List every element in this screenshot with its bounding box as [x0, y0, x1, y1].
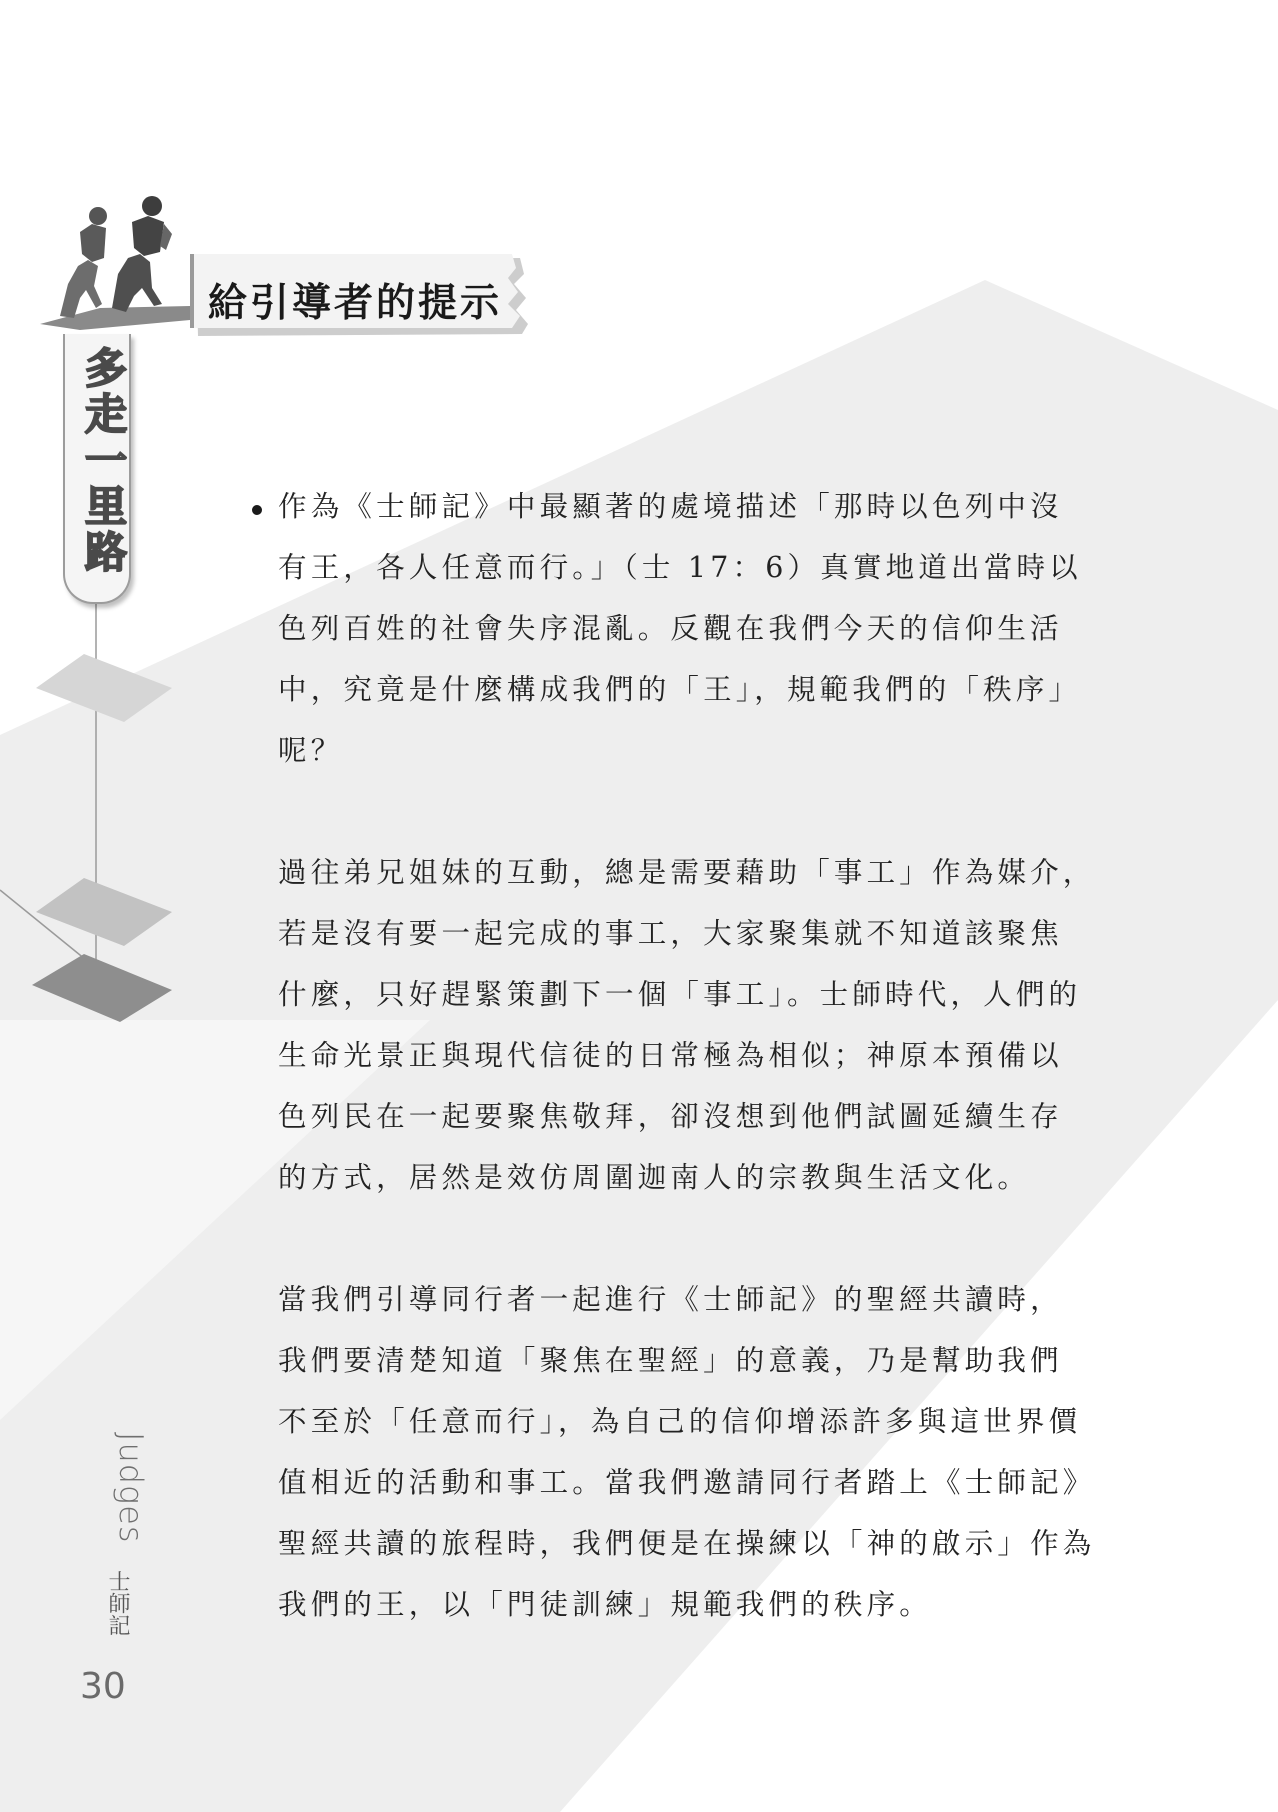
page-number: 30 — [80, 1666, 126, 1707]
text-line: 過往弟兄姐妹的互動，總是需要藉助「事工」作為媒介， — [278, 856, 1096, 889]
bullet-icon — [252, 505, 262, 515]
text-line: 呢？ — [278, 734, 344, 767]
text-line: 當我們引導同行者一起進行《士師記》的聖經共讀時， — [278, 1283, 1063, 1316]
text-line: 有王，各人任意而行。」（士 17：6）真實地道出當時以 — [278, 551, 1082, 584]
book-title-chinese: 士師記 — [105, 1570, 130, 1636]
text-line: 若是沒有要一起完成的事工，大家聚集就不知道該聚焦 — [278, 917, 1063, 950]
side-tab-label: 多走一里路 — [79, 346, 128, 576]
paragraph-text — [278, 842, 1096, 1208]
paragraph-text — [278, 476, 1082, 781]
section-header — [190, 254, 530, 338]
text-line: 色列百姓的社會失序混亂。反觀在我們今天的信仰生活 — [278, 612, 1063, 645]
side-tab — [63, 334, 131, 604]
diamond-bottom — [32, 954, 172, 1022]
text-line: 我們要清楚知道「聚焦在聖經」的意義，乃是幫助我們 — [278, 1344, 1063, 1377]
hikers-illustration — [40, 188, 190, 336]
book-title-english: Judges — [112, 1432, 150, 1544]
text-line: 我們的王，以「門徒訓練」規範我們的秩序。 — [278, 1588, 933, 1621]
header-title: 給引導者的提示 — [208, 281, 503, 326]
text-line: 作為《士師記》中最顯著的處境描述「那時以色列中沒 — [278, 490, 1063, 523]
text-line: 什麼，只好趕緊策劃下一個「事工」。士師時代，人們的 — [278, 978, 1082, 1011]
paragraph-3 — [278, 1269, 1096, 1635]
main-content — [278, 476, 1096, 1696]
text-line: 的方式，居然是效仿周圍迦南人的宗教與生活文化。 — [278, 1161, 1031, 1194]
text-line: 色列民在一起要聚焦敬拜，卻沒想到他們試圖延續生存 — [278, 1100, 1063, 1133]
paragraph-1 — [278, 476, 1082, 781]
paragraph-text — [278, 1269, 1096, 1635]
text-line: 生命光景正與現代信徒的日常極為相似；神原本預備以 — [278, 1039, 1063, 1072]
text-line: 值相近的活動和事工。當我們邀請同行者踏上《士師記》 — [278, 1466, 1096, 1499]
text-line: 聖經共讀的旅程時，我們便是在操練以「神的啟示」作為 — [278, 1527, 1096, 1560]
text-line: 中，究竟是什麼構成我們的「王」，規範我們的「秩序」 — [278, 673, 1082, 706]
paragraph-2 — [278, 842, 1096, 1208]
text-line: 不至於「任意而行」，為自己的信仰增添許多與這世界價 — [278, 1405, 1082, 1438]
diamond-top — [36, 654, 172, 722]
